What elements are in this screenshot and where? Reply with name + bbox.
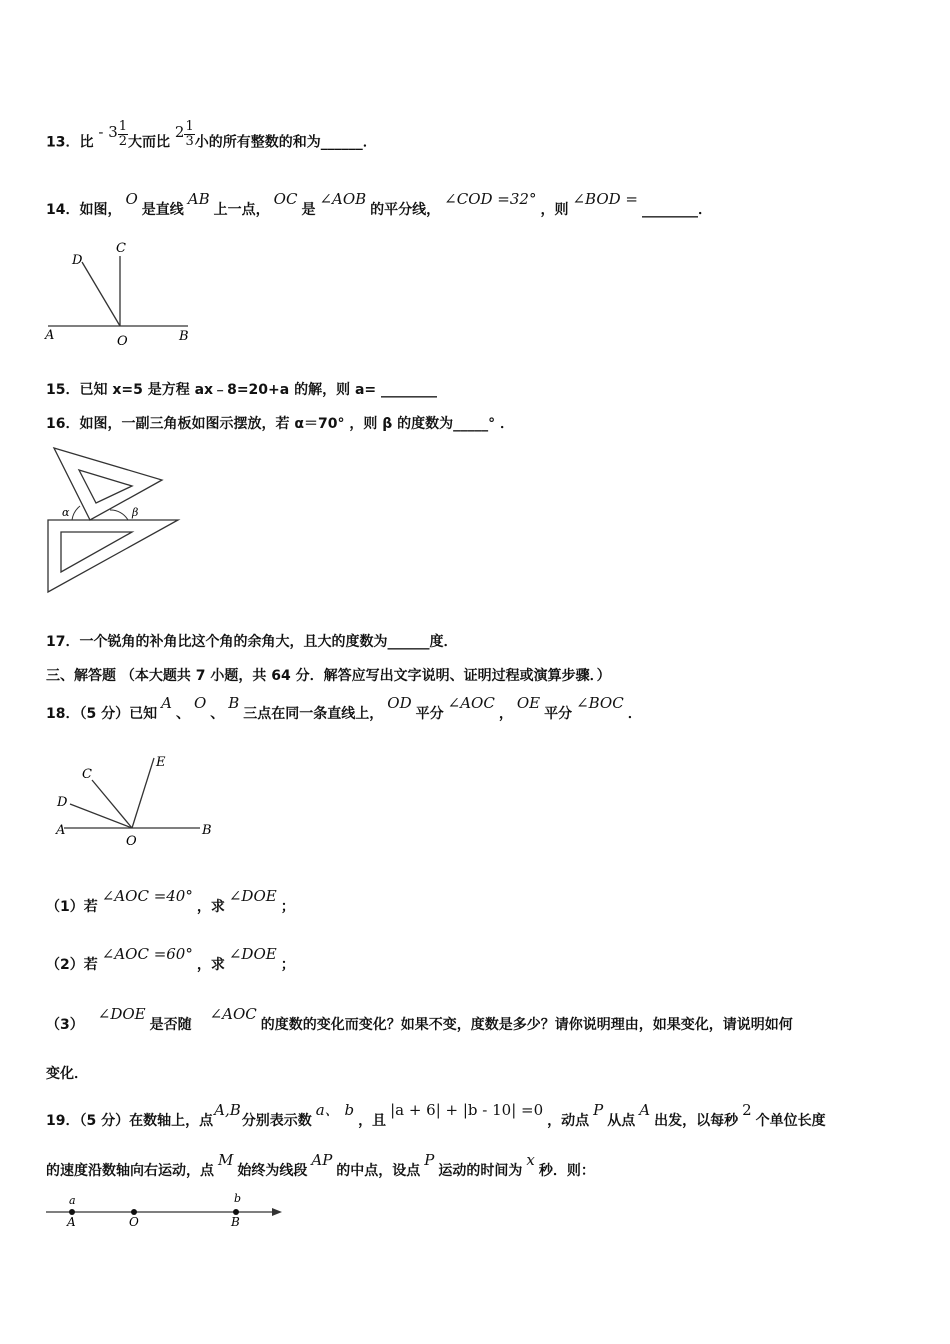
q16-lower-triangle-outer	[48, 520, 178, 592]
q18-part-3-continued: 变化．	[46, 1066, 88, 1082]
q17-line: 17．一个锐角的补角比这个角的余角大，且大的度数为______度．	[46, 634, 458, 650]
q16-upper-triangle-inner	[79, 470, 132, 503]
q19-label-a: A	[67, 1215, 76, 1229]
q18-label-o: O	[126, 834, 137, 848]
q13-line: 13．比 - 3 $\frac{1}{2}$ 大而比 2 $\frac{1}{3}$ 小的所有整数的和为______．	[46, 119, 377, 151]
q13-fraction-2: $\frac{1}{3}$	[185, 119, 194, 149]
q13-fraction-1: $\frac{1}{2}$	[118, 119, 128, 149]
q18-label-b: B	[202, 823, 212, 838]
section-3-header: 三、解答题 （本大题共 7 小题，共 64 分．解答应写出文字说明、证明过程或演算步骤．）	[46, 668, 611, 684]
q13-mixed-number-2-whole: 2	[174, 122, 185, 141]
q18-label-e: E	[156, 755, 166, 770]
q18-label-d: D	[57, 795, 68, 810]
q19-line-2: 的速度沿数轴向右运动，点M始终为线段AP的中点，设点P运动的时间为x秒．则：	[46, 1151, 595, 1179]
q18-line: 18．（5 分）已知A、O、B三点在同一条直线上，OD平分∠AOC，OE平分∠BOC．	[46, 694, 642, 722]
q16-line: 16．如图，一副三角板如图示摆放，若 α＝70° ，则 β 的度数为_____° ．	[46, 416, 514, 432]
q16-beta-arc	[110, 510, 128, 520]
q16-alpha-arc	[72, 506, 80, 520]
q19-label-b: B	[231, 1215, 240, 1229]
q14-ray-od	[82, 262, 120, 326]
q14-label-d: D	[72, 253, 83, 268]
q16-upper-triangle-outer	[54, 448, 162, 520]
q19-label-o: O	[129, 1215, 139, 1229]
q18-part-1: （1）若∠AOC =40°，求∠DOE；	[46, 887, 295, 915]
q19-label-b-value: b	[234, 1192, 242, 1205]
q19-axis-arrow	[272, 1208, 282, 1216]
q18-part-2: （2）若∠AOC =60°，求∠DOE；	[46, 945, 295, 973]
q14-label-o: O	[117, 334, 128, 349]
q19-equation: |a + 6| + |b - 10| =0	[390, 1101, 544, 1119]
q18-ray-oe	[132, 758, 154, 828]
q19-label-a-value: a	[69, 1194, 76, 1207]
q15-line: 15．已知 x=5 是方程 ax﹣8=20+a 的解，则 a= ________	[46, 382, 438, 398]
q19-line-1: 19．（5 分）在数轴上，点A,B分别表示数a、 b，且|a + 6| + |b - 10| =0，动点P从点A出发，以每秒2个单位长度	[46, 1101, 826, 1129]
q16-figure	[42, 440, 187, 596]
q13-mixed-number-1-whole: - 3	[98, 122, 118, 141]
q18-label-a: A	[56, 823, 66, 838]
q14-label-c: C	[116, 241, 126, 256]
q14-figure	[40, 238, 200, 350]
q14-line: 14．如图，O是直线AB上一点，OC是∠AOB的平分线，∠COD =32°，则∠BOD =________．	[46, 190, 712, 218]
q18-label-c: C	[82, 767, 92, 782]
q18-figure	[52, 752, 217, 848]
q16-label-alpha: α	[62, 506, 70, 519]
q14-label-a: A	[45, 328, 55, 343]
q16-label-beta: β	[132, 506, 139, 519]
q18-part-3: （3）∠DOE是否随∠AOC的度数的变化而变化？如果不变，度数是多少？请你说明理由，如果变化，请说明如何	[46, 1005, 793, 1033]
q19-number-line	[44, 1190, 289, 1232]
q14-label-b: B	[179, 329, 189, 344]
